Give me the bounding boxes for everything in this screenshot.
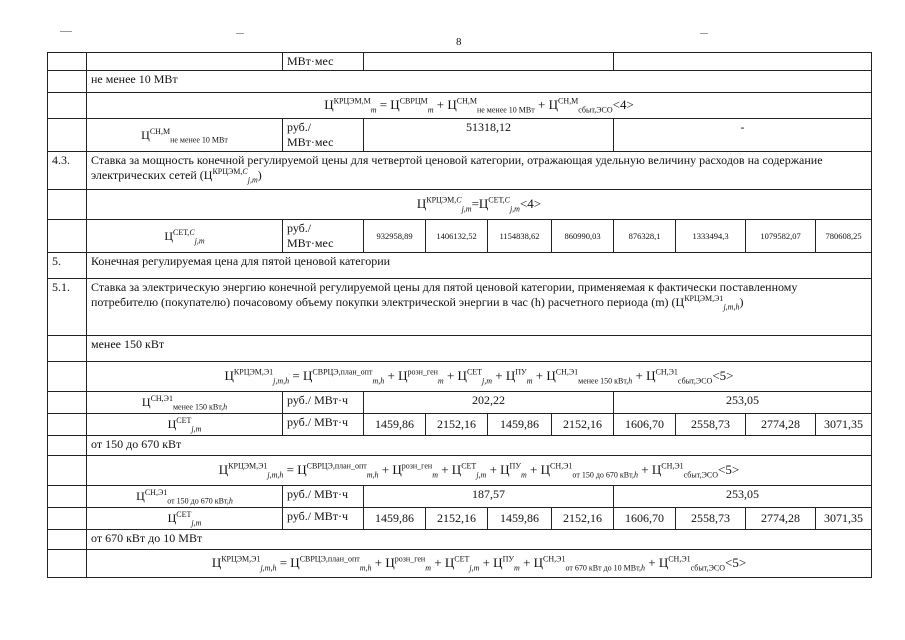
symbol-set: $Ц^{СЕТ}_{j,m}$ <box>87 508 283 530</box>
value-cell: 2774,28 <box>746 508 816 530</box>
table-row <box>48 279 872 336</box>
table-row <box>48 71 872 93</box>
table-row <box>48 119 872 152</box>
value-cell: 253,05 <box>614 486 872 508</box>
row-number: 4.3. <box>48 152 87 190</box>
value-cell: 1606,70 <box>614 508 676 530</box>
value-cell: 3071,35 <box>816 508 872 530</box>
row-text: Ставка за мощность конечной регулируемой цены для четвертой ценовой категории, отражающая удельную величину расходов на содержание электрических сетей $(Ц^{КРЦЭМ,С}_{j,m})$ <box>87 152 872 190</box>
table-row <box>48 336 872 362</box>
unit-cell: руб./ МВт·ч <box>283 392 364 414</box>
formula-5b: $Ц^{КРЦЭМ,Э1}_{j,m,h} = Ц^{СВРЦЭ,план\_опт}_{m,h} + Ц^{розн\_ген}_m + Ц^{СЕТ}_{j,m} + Ц^{ПУ}_m + Ц^{СН,Э1}_{от 150 до 670 кВт,h} + Ц^{СН,Э1}_{сбыт,ЭСО}<5>$ <box>87 456 872 486</box>
symbol-set: $Ц^{СЕТ}_{j,m}$ <box>87 414 283 436</box>
unit-cell: руб./ МВт·мес <box>283 220 364 253</box>
table-row <box>48 152 872 190</box>
value-dash: - <box>614 119 872 152</box>
table-row <box>48 220 872 253</box>
value-cell: 780608,25 <box>816 220 872 253</box>
table-row <box>48 530 872 550</box>
value-cell: 1406132,52 <box>426 220 488 253</box>
table-row <box>48 550 872 578</box>
value-cell: 1459,86 <box>364 414 426 436</box>
formula-4: $Ц^{КРЦЭМ,М}_m = Ц^{СВРЦМ}_m + Ц^{СН,М}_{не менее 10 МВт} + Ц^{СН,М}_{сбыт,ЭСО}<4>$ <box>87 93 872 119</box>
scan-mark <box>60 31 72 32</box>
value-cell: 1333494,3 <box>676 220 746 253</box>
tariff-table <box>47 52 872 578</box>
scan-mark <box>236 33 244 34</box>
section-label: менее 150 кВт <box>87 336 872 362</box>
page-number: 8 <box>456 36 462 48</box>
table-row <box>48 436 872 456</box>
table-row <box>48 190 872 220</box>
section-label: от 150 до 670 кВт <box>87 436 872 456</box>
value-cell: 2152,16 <box>552 414 614 436</box>
value-cell: 2152,16 <box>426 508 488 530</box>
value-cell: 860990,03 <box>552 220 614 253</box>
section-label: от 670 кВт до 10 МВт <box>87 530 872 550</box>
value-cell: 1459,86 <box>488 508 552 530</box>
value-cell: 2558,73 <box>676 508 746 530</box>
value-cell: 202,22 <box>364 392 614 414</box>
table-row <box>48 392 872 414</box>
value-cell: 253,05 <box>614 392 872 414</box>
symbol-150-670: $Ц^{СН,Э1}_{от 150 до 670 кВт,h}$ <box>87 486 283 508</box>
symbol-setc: $Ц^{СЕТ,С}_{j,m}$ <box>87 220 283 253</box>
value-cell: 1459,86 <box>488 414 552 436</box>
table-row <box>48 362 872 392</box>
table-row <box>48 508 872 530</box>
section-label: не менее 10 МВт <box>87 71 872 93</box>
value-cell: 2152,16 <box>552 508 614 530</box>
value-min10: 51318,12 <box>364 119 614 152</box>
value-cell: 1459,86 <box>364 508 426 530</box>
table-row <box>48 253 872 279</box>
formula-5a: $Ц^{КРЦЭМ,Э1}_{j,m,h} = Ц^{СВРЦЭ,план\_опт}_{m,h} + Ц^{розн\_ген}_m + Ц^{СЕТ}_{j,m} + Ц^{ПУ}_m + Ц^{СН,Э1}_{менее 150 кВт,h} + Ц^{СН,Э1}_{сбыт,ЭСО}<5>$ <box>87 362 872 392</box>
table-row <box>48 93 872 119</box>
formula-43: $Ц^{КРЦЭМ,С}_{j,m}=Ц^{СЕТ,С}_{j,m}<4>$ <box>87 190 872 220</box>
symbol-min10: $Ц^{СН,М}_{не менее 10 МВт}$ <box>87 119 283 152</box>
value-cell: 932958,89 <box>364 220 426 253</box>
value-cell: 2558,73 <box>676 414 746 436</box>
scan-mark <box>700 33 708 34</box>
table-row <box>48 486 872 508</box>
unit-cell: руб./ МВт·ч <box>283 414 364 436</box>
row-number: 5. <box>48 253 87 279</box>
value-cell: 1154838,62 <box>488 220 552 253</box>
table-row <box>48 53 872 71</box>
value-cell: 3071,35 <box>816 414 872 436</box>
value-cell: 1079582,07 <box>746 220 816 253</box>
value-cell: 1606,70 <box>614 414 676 436</box>
symbol-less150: $Ц^{СН,Э1}_{менее 150 кВт,h}$ <box>87 392 283 414</box>
row-text: Ставка за электрическую энергию конечной регулируемой цены для пятой ценовой категории, применяемая к фактически поставленному потребителю (покупателю) почасовому объему покупки электрической энергии в час (h) расчетного периода (m) $(Ц^{КРЦЭМ,Э1}_{j,m,h})$ <box>87 279 872 336</box>
row-number: 5.1. <box>48 279 87 336</box>
value-cell: 2774,28 <box>746 414 816 436</box>
value-cell: 876328,1 <box>614 220 676 253</box>
unit-cell: руб./ МВт·ч <box>283 508 364 530</box>
unit-cell: МВт·мес <box>283 53 364 71</box>
table-row <box>48 414 872 436</box>
value-cell: 187,57 <box>364 486 614 508</box>
table-row <box>48 456 872 486</box>
value-cell: 2152,16 <box>426 414 488 436</box>
row-text: Конечная регулируемая цена для пятой ценовой категории <box>87 253 872 279</box>
formula-5c: $Ц^{КРЦЭМ,Э1}_{j,m,h} = Ц^{СВРЦЭ,план\_опт}_{m,h} + Ц^{розн\_ген}_m + Ц^{СЕТ}_{j,m} + Ц^{ПУ}_m + Ц^{СН,Э1}_{от 670 кВт до 10 МВт,h} + Ц^{СН,Э1}_{сбыт,ЭСО}<5>$ <box>87 550 872 578</box>
unit-cell: руб./ МВт·ч <box>283 486 364 508</box>
unit-cell: руб./ МВт·мес <box>283 119 364 152</box>
